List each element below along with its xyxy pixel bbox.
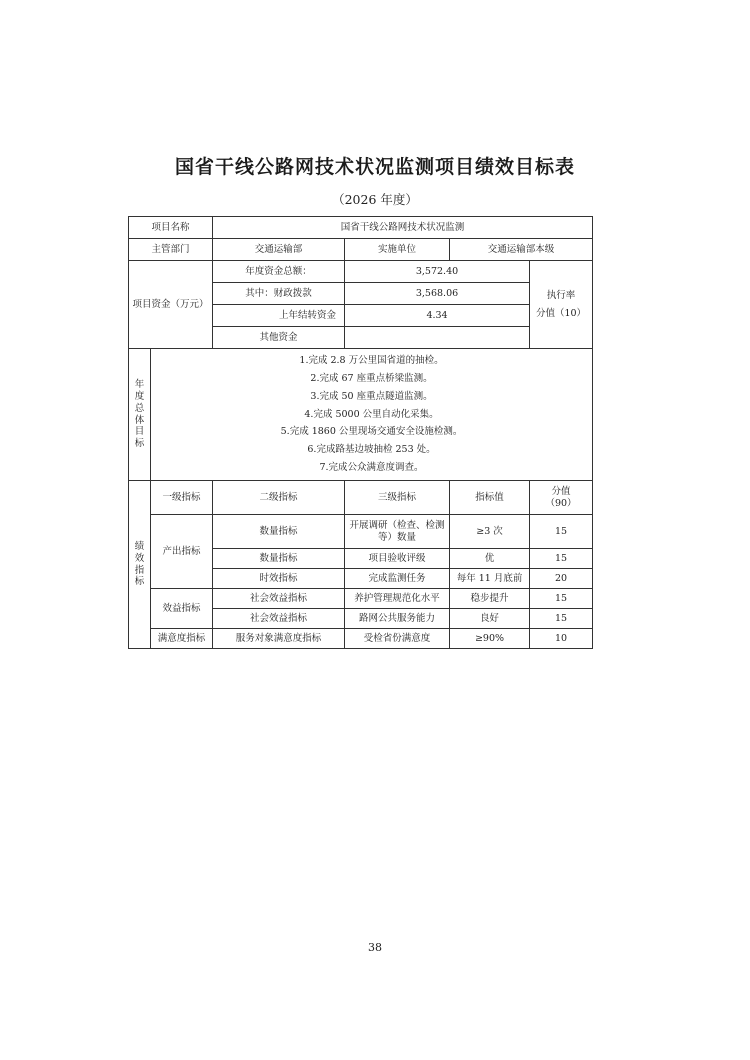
exec-rate-label: 执行率 xyxy=(546,289,576,301)
indicators-label: 绩 效 指 标 xyxy=(129,481,151,649)
table-row xyxy=(129,629,593,649)
level3-cell: 完成监测任务 xyxy=(345,569,450,589)
table-row xyxy=(129,589,593,609)
level2-cell: 社会效益指标 xyxy=(213,589,345,609)
page-title: 国省干线公路网技术状况监测项目绩效目标表 xyxy=(174,156,575,178)
score-cell: 15 xyxy=(530,609,593,629)
group-satisfaction: 满意度指标 xyxy=(151,629,213,649)
funds-total-value: 3,572.40 xyxy=(345,261,530,283)
exec-score-label: 分值（10） xyxy=(535,307,587,319)
funds-fiscal-value: 3,568.06 xyxy=(345,283,530,305)
exec-rate-cell xyxy=(530,261,593,349)
table-row xyxy=(129,349,593,481)
header-value: 指标值 xyxy=(450,481,530,515)
level3-cell: 项目验收评级 xyxy=(345,549,450,569)
project-name-value: 国省干线公路网技术状况监测 xyxy=(213,217,593,239)
project-name-label: 项目名称 xyxy=(129,217,213,239)
value-cell: ≥3 次 xyxy=(450,515,530,549)
score-cell: 15 xyxy=(530,589,593,609)
table-row xyxy=(129,515,593,549)
page-subtitle: （2026 年度） xyxy=(332,192,418,207)
level3-cell: 受检省份满意度 xyxy=(345,629,450,649)
funds-total-label: 年度资金总额： xyxy=(213,261,345,283)
value-cell: 良好 xyxy=(450,609,530,629)
level3-cell: 养护管理规范化水平 xyxy=(345,589,450,609)
funds-other-value xyxy=(345,327,530,349)
impl-label: 实施单位 xyxy=(345,239,450,261)
annual-goals-label: 年 度 总 体 目 标 xyxy=(129,349,151,481)
value-cell: ≥90% xyxy=(450,629,530,649)
header-level2: 二级指标 xyxy=(213,481,345,515)
table-row xyxy=(129,261,593,283)
funds-carryover-label: 上年结转资金 xyxy=(213,305,345,327)
list-item: 4.完成 5000 公里自动化采集。 xyxy=(304,408,439,420)
header-score: 分值 （90） xyxy=(530,481,593,515)
level3-cell: 路网公共服务能力 xyxy=(345,609,450,629)
list-item: 3.完成 50 座重点隧道监测。 xyxy=(310,390,433,402)
list-item: 2.完成 67 座重点桥梁监测。 xyxy=(310,373,433,384)
table-row xyxy=(129,481,593,515)
level2-cell: 时效指标 xyxy=(213,569,345,589)
performance-target-table xyxy=(128,216,593,649)
header-level3: 三级指标 xyxy=(345,481,450,515)
score-cell: 10 xyxy=(530,629,593,649)
table-row xyxy=(129,239,593,261)
dept-label: 主管部门 xyxy=(129,239,213,261)
level2-cell: 服务对象满意度指标 xyxy=(213,629,345,649)
list-item: 5.完成 1860 公里现场交通安全设施检测。 xyxy=(280,426,463,438)
funds-other-label: 其他资金 xyxy=(213,327,345,349)
table-row xyxy=(129,217,593,239)
page-number: 38 xyxy=(368,941,382,954)
level2-cell: 数量指标 xyxy=(213,515,345,549)
score-cell: 15 xyxy=(530,549,593,569)
funds-label: 项目资金（万元） xyxy=(129,261,213,349)
dept-value: 交通运输部 xyxy=(213,239,345,261)
list-item: 6.完成路基边坡抽检 253 处。 xyxy=(307,444,436,456)
funds-carryover-value: 4.34 xyxy=(345,305,530,327)
value-cell: 每年 11 月底前 xyxy=(450,569,530,589)
impl-value: 交通运输部本级 xyxy=(450,239,593,261)
level3-cell: 开展调研（检查、检测等）数量 xyxy=(345,515,450,549)
funds-fiscal-label: 其中：财政拨款 xyxy=(213,283,345,305)
level2-cell: 社会效益指标 xyxy=(213,609,345,629)
value-cell: 优 xyxy=(450,549,530,569)
score-cell: 15 xyxy=(530,515,593,549)
score-cell: 20 xyxy=(530,569,593,589)
header-level1: 一级指标 xyxy=(151,481,213,515)
group-output: 产出指标 xyxy=(151,515,213,589)
annual-goals-list xyxy=(151,349,593,481)
list-item: 1.完成 2.8 万公里国省道的抽检。 xyxy=(299,355,444,367)
level2-cell: 数量指标 xyxy=(213,549,345,569)
list-item: 7.完成公众满意度调查。 xyxy=(319,461,424,473)
group-benefit: 效益指标 xyxy=(151,589,213,629)
value-cell: 稳步提升 xyxy=(450,589,530,609)
